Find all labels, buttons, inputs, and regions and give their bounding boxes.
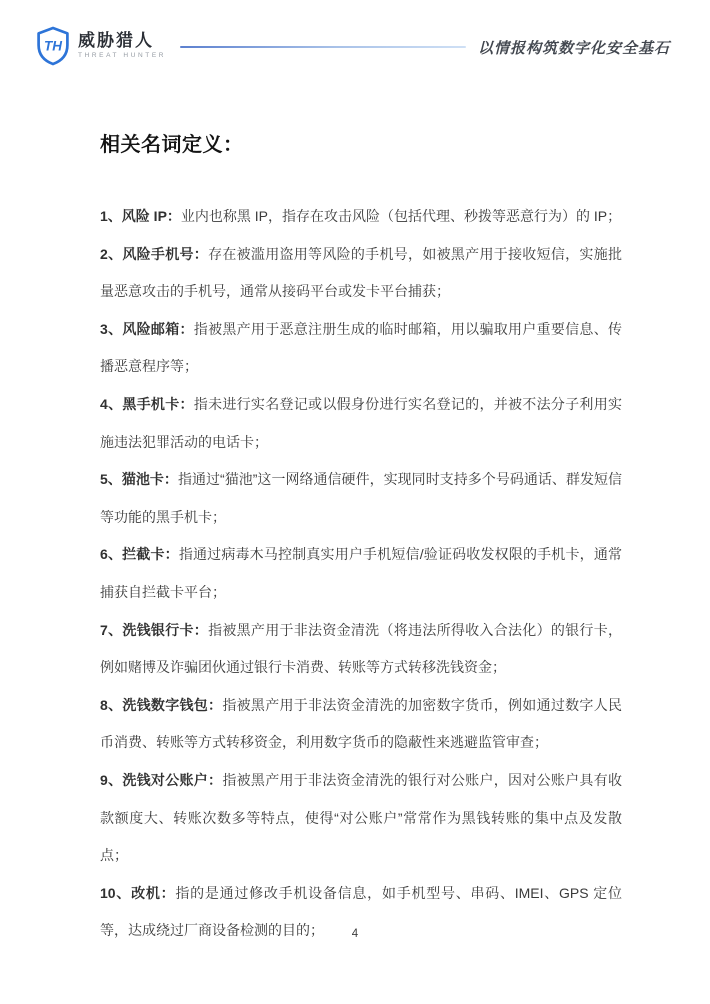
definition-item bbox=[100, 198, 622, 236]
term-definition: 指通过病毒木马控制真实用户手机短信/验证码收发权限的手机卡，通常捕获自拦截卡平台； bbox=[100, 546, 622, 600]
definition-item bbox=[100, 762, 622, 875]
definition-item bbox=[100, 461, 622, 536]
term-definition: 指的是通过修改手机设备信息，如手机型号、串码、IMEI、GPS 定位等，达成绕过厂商设备检测的目的； bbox=[100, 884, 623, 939]
brand-text bbox=[78, 32, 166, 60]
document-body bbox=[100, 132, 622, 950]
shield-monogram: TH bbox=[44, 38, 62, 54]
term-label: 7、洗钱银行卡： bbox=[100, 621, 209, 638]
term-definition: 指被黑产用于恶意注册生成的临时邮箱，用以骗取用户重要信息、传播恶意程序等； bbox=[100, 320, 622, 375]
term-label: 2、风险手机号： bbox=[100, 245, 209, 262]
term-label: 8、洗钱数字钱包： bbox=[100, 696, 223, 713]
term-label: 1、风险 IP： bbox=[100, 208, 181, 224]
definition-item bbox=[100, 536, 622, 611]
page-number: 4 bbox=[351, 928, 359, 940]
brand-name-cn: 威胁猎人 bbox=[78, 31, 154, 51]
term-label: 3、风险邮箱： bbox=[100, 320, 194, 337]
term-definition: 指未进行实名登记或以假身份进行实名登记的，并被不法分子利用实施违法犯罪活动的电话卡； bbox=[100, 395, 622, 450]
term-definition: 指被黑产用于非法资金清洗的银行对公账户，因对公账户具有收款额度大、转账次数多等特点，使得“对公账户”常常作为黑钱转账的集中点及发散点； bbox=[100, 771, 622, 864]
term-label: 4、黑手机卡： bbox=[100, 395, 194, 412]
brand-name-en: THREAT HUNTER bbox=[78, 52, 167, 60]
definitions-list bbox=[100, 198, 622, 950]
term-label: 10、改机： bbox=[100, 884, 176, 901]
term-definition: 存在被滥用盗用等风险的手机号，如被黑产用于接收短信，实施批量恶意攻击的手机号，通常从接码平台或发卡平台捕获； bbox=[100, 245, 622, 300]
definition-item bbox=[100, 612, 622, 687]
definition-item bbox=[100, 236, 622, 311]
term-label: 6、拦截卡： bbox=[100, 546, 179, 563]
shield-th-icon bbox=[35, 26, 71, 66]
header-divider-line bbox=[180, 46, 466, 48]
header-tagline: 以情报构筑数字化安全基石 bbox=[477, 39, 670, 57]
page-header bbox=[35, 20, 670, 72]
term-definition: 指被黑产用于非法资金清洗的加密数字货币，例如通过数字人民币消费、转账等方式转移资金，利用数字货币的隐蔽性来逃避监管审查； bbox=[100, 696, 622, 751]
definition-item bbox=[100, 687, 622, 762]
page-title: 相关名词定义： bbox=[100, 134, 244, 156]
brand-logo bbox=[35, 26, 166, 66]
definition-item bbox=[100, 386, 622, 461]
term-label: 5、猫池卡： bbox=[100, 471, 178, 488]
term-definition: 指通过“猫池”这一网络通信硬件，实现同时支持多个号码通话、群发短信等功能的黑手机卡； bbox=[100, 471, 622, 525]
term-definition: 业内也称黑 IP，指存在攻击风险（包括代理、秒拨等恶意行为）的 IP； bbox=[180, 208, 622, 224]
definition-item bbox=[100, 311, 622, 386]
term-definition: 指被黑产用于非法资金清洗（将违法所得收入合法化）的银行卡，例如赌博及诈骗团伙通过银行卡消费、转账等方式转移洗钱资金； bbox=[100, 621, 622, 676]
term-label: 9、洗钱对公账户： bbox=[100, 771, 223, 788]
